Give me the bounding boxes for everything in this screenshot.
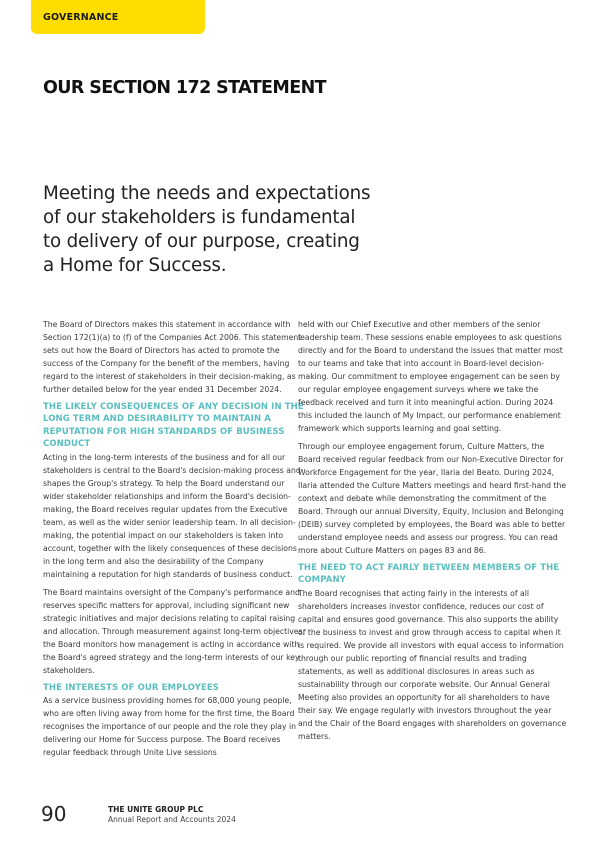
footer-company: THE UNITE GROUP PLC: [108, 805, 204, 814]
lead-statement: Meeting the needs and expectations of our stakeholders is fundamental to delivery of our purpose, creating a Home for Success.: [43, 183, 371, 276]
paragraph: The Board recognises that acting fairly in the interests of all shareholders increases investor confidence, reduces our cost of capital and ensures good governance. This also supports the ability of the business to invest and grow through access to capital when it is required. We provide all investors with equal access to information through our public reporting of financial results and trading statements, as well as additional disclosures in areas such as sustainability through our corporate website. Our Annual General Meeting also provides an opportunity for all shareholders to have their say. We engage regularly with investors throughout the year and the Chair of the Board engages with shareholders on governance matters.: [298, 588, 567, 741]
footer-document-title: Annual Report and Accounts 2024: [108, 815, 236, 824]
right-column: [298, 318, 568, 748]
section-tab: [31, 0, 205, 34]
heading-employees: THE INTERESTS OF OUR EMPLOYEES: [43, 682, 219, 693]
page-title: OUR SECTION 172 STATEMENT: [43, 78, 326, 98]
paragraph: held with our Chief Executive and other members of the senior leadership team. These sessions enable employees to ask questions directly and for the Board to understand the issues that matter most to our teams and take that into account in Board-level decision-making. Our commitment to employee engagement can be seen by our regular employee engagement surveys where we take the feedback received and turn it into meaningful action. During 2024 this included the launch of My Impact, our performance enablement framework which supports learning and goal setting.: [298, 320, 563, 433]
paragraph: The Board maintains oversight of the Company's performance and reserves specific matters for approval, including significant new strategic initiatives and major decisions relating to capital raising and allocation. Through measurement against long-term objectives, the Board monitors how management is acting in accordance with the Board's agreed strategy and the long-term interests of our key stakeholders.: [43, 587, 305, 675]
heading-long-term-consequences: THE LIKELY CONSEQUENCES OF ANY DECISION IN THE LONG TERM AND DESIRABILITY TO MAINTAIN A REPUTATION FOR HIGH STANDARDS OF BUSINESS CONDUCT: [43, 402, 304, 450]
section-tab-label: GOVERNANCE: [43, 12, 119, 23]
page-number: 90: [41, 802, 67, 826]
paragraph: As a service business providing homes for 68,000 young people, who are often living away from home for the first time, the Board recognises the importance of our people and the role they play in delivering our Home for Success purpose. The Board receives regular feedback through Unite Live sessions: [43, 696, 296, 758]
left-column: [43, 318, 305, 764]
paragraph: Through our employee engagement forum, Culture Matters, the Board received regular feedback from our Non-Executive Director for Workforce Engagement for the year, Ilaria del Beato. During 2024, Ilaria attended the Culture Matters meetings and heard first-hand the context and debate while demonstrating the commitment of the Board. Through our annual Diversity, Equity, Inclusion and Belonging (DEIB) survey completed by employees, the Board was able to better understand employee needs and assess our progress. You can read more about Culture Matters on pages 83 and 86.: [298, 442, 567, 555]
paragraph: Acting in the long-term interests of the business and for all our stakeholders is central to the Board's decision-making process and shapes the Group's strategy. To help the Board understand our wider stakeholder relationships and inform the Board's decision-making, the Board receives regular updates from the Executive team, as well as the wider senior leadership team. In all decision-making, the potential impact on our stakeholders is taken into account, together with the likely consequences of these decisions in the long term and also the desirability of the Company maintaining a reputation for high standards of business conduct.: [43, 452, 301, 579]
heading-act-fairly: THE NEED TO ACT FAIRLY BETWEEN MEMBERS OF THE COMPANY: [298, 563, 560, 586]
intro-paragraph: The Board of Directors makes this statement in accordance with Section 172(1)(a) to (f) of the Companies Act 2006. This statement sets out how the Board of Directors has acted to promote the success of the Company for the benefit of the members, having regard to the interest of stakeholders in their decision-making, as further detailed below for the year ended 31 December 2024.: [43, 320, 302, 394]
